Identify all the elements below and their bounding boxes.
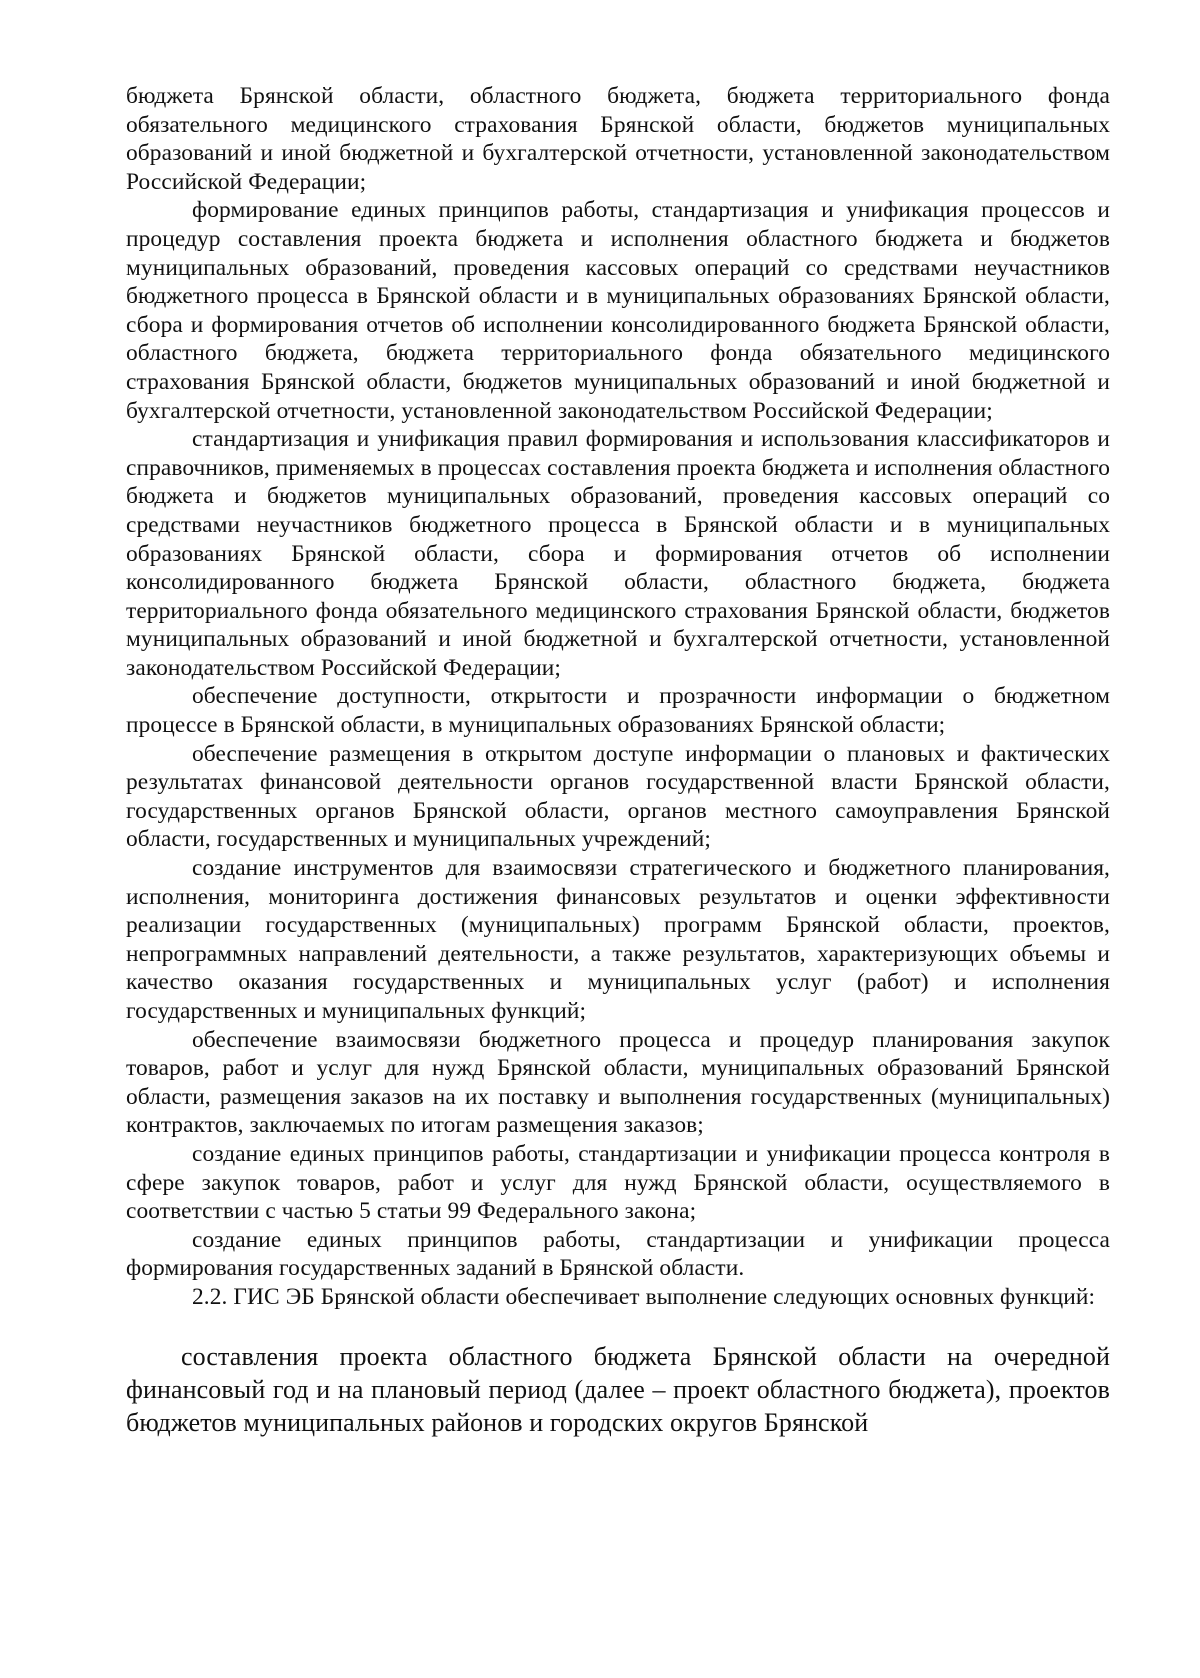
paragraph-procurement-control: создание единых принципов работы, стандартизации и унификации процесса контроля в сфере закупок товаров, работ и услуг для нужд Брянской области, осуществляемого в соответствии с частью 5 статьи 99 Федерального закона; xyxy=(126,1140,1110,1225)
section-2-2-heading: 2.2. ГИС ЭБ Брянской области обеспечивает выполнение следующих основных функций: xyxy=(192,1283,1096,1310)
document-body xyxy=(126,82,1110,1439)
paragraph-unified-principles: формирование единых принципов работы, стандартизация и унификация процессов и процедур составления проекта бюджета и исполнения областного бюджета и бюджетов муниципальных образований, проведения кассовых операций со средствами неучастников бюджетного процесса в Брянской области и в муниципальных образованиях Брянской области, сбора и формирования отчетов об исполнении консолидированного бюджета Брянской области, областного бюджета, бюджета территориального фонда обязательного медицинского страхования Брянской области, бюджетов муниципальных образований и иной бюджетной и бухгалтерской отчетности, установленной законодательством Российской Федерации; xyxy=(126,197,1110,424)
paragraph-transparency: обеспечение доступности, открытости и прозрачности информации о бюджетном процессе в Брянской области, в муниципальных образованиях Брянской области; xyxy=(126,683,1110,739)
paragraph-procurement-link: обеспечение взаимосвязи бюджетного процесса и процедур планирования закупок товаров, работ и услуг для нужд Брянской области, муниципальных образований Брянской области, размещения заказов на их поставку и выполнения государственных (муниципальных) контрактов, заключаемых по итогам размещения заказов; xyxy=(126,1026,1110,1139)
paragraph-budget-drafting: составления проекта областного бюджета Брянской области на очередной финансовый год и на плановый период (далее – проект областного бюджета), проектов бюджетов муниципальных районов и городских округов Брянской xyxy=(126,1341,1110,1437)
paragraph-open-access: обеспечение размещения в открытом доступе информации о плановых и фактических результатах финансовой деятельности органов государственной власти Брянской области, государственных органов Брянской области, органов местного самоуправления Брянской области, государственных и муниципальных учреждений; xyxy=(126,740,1110,853)
paragraph-classifiers-standardization: стандартизация и унификация правил формирования и использования классификаторов и справочников, применяемых в процессах составления проекта бюджета и исполнения областного бюджета и бюджетов муниципальных образований, проведения кассовых операций со средствами неучастников бюджетного процесса в Брянской области и в муниципальных образованиях Брянской области, сбора и формирования отчетов об исполнении консолидированного бюджета Брянской области, областного бюджета, бюджета территориального фонда обязательного медицинского страхования Брянской области, бюджетов муниципальных образований и иной бюджетной и бухгалтерской отчетности, установленной законодательством Российской Федерации; xyxy=(126,426,1110,681)
paragraph-state-assignments: создание единых принципов работы, стандартизации и унификации процесса формирования государственных заданий в Брянской области. xyxy=(126,1226,1110,1282)
paragraph-planning-tools: создание инструментов для взаимосвязи стратегического и бюджетного планирования, исполнения, мониторинга достижения финансовых результатов и оценки эффективности реализации государственных (муниципальных) программ Брянской области, проектов, непрограммных направлений деятельности, а также результатов, характеризующих объемы и качество оказания государственных и муниципальных услуг (работ) и исполнения государственных и муниципальных функций; xyxy=(126,855,1110,1024)
paragraph-continuation: бюджета Брянской области, областного бюджета, бюджета территориального фонда обязательного медицинского страхования Брянской области, бюджетов муниципальных образований и иной бюджетной и бухгалтерской отчетности, установленной законодательством Российской Федерации; xyxy=(126,83,1110,195)
